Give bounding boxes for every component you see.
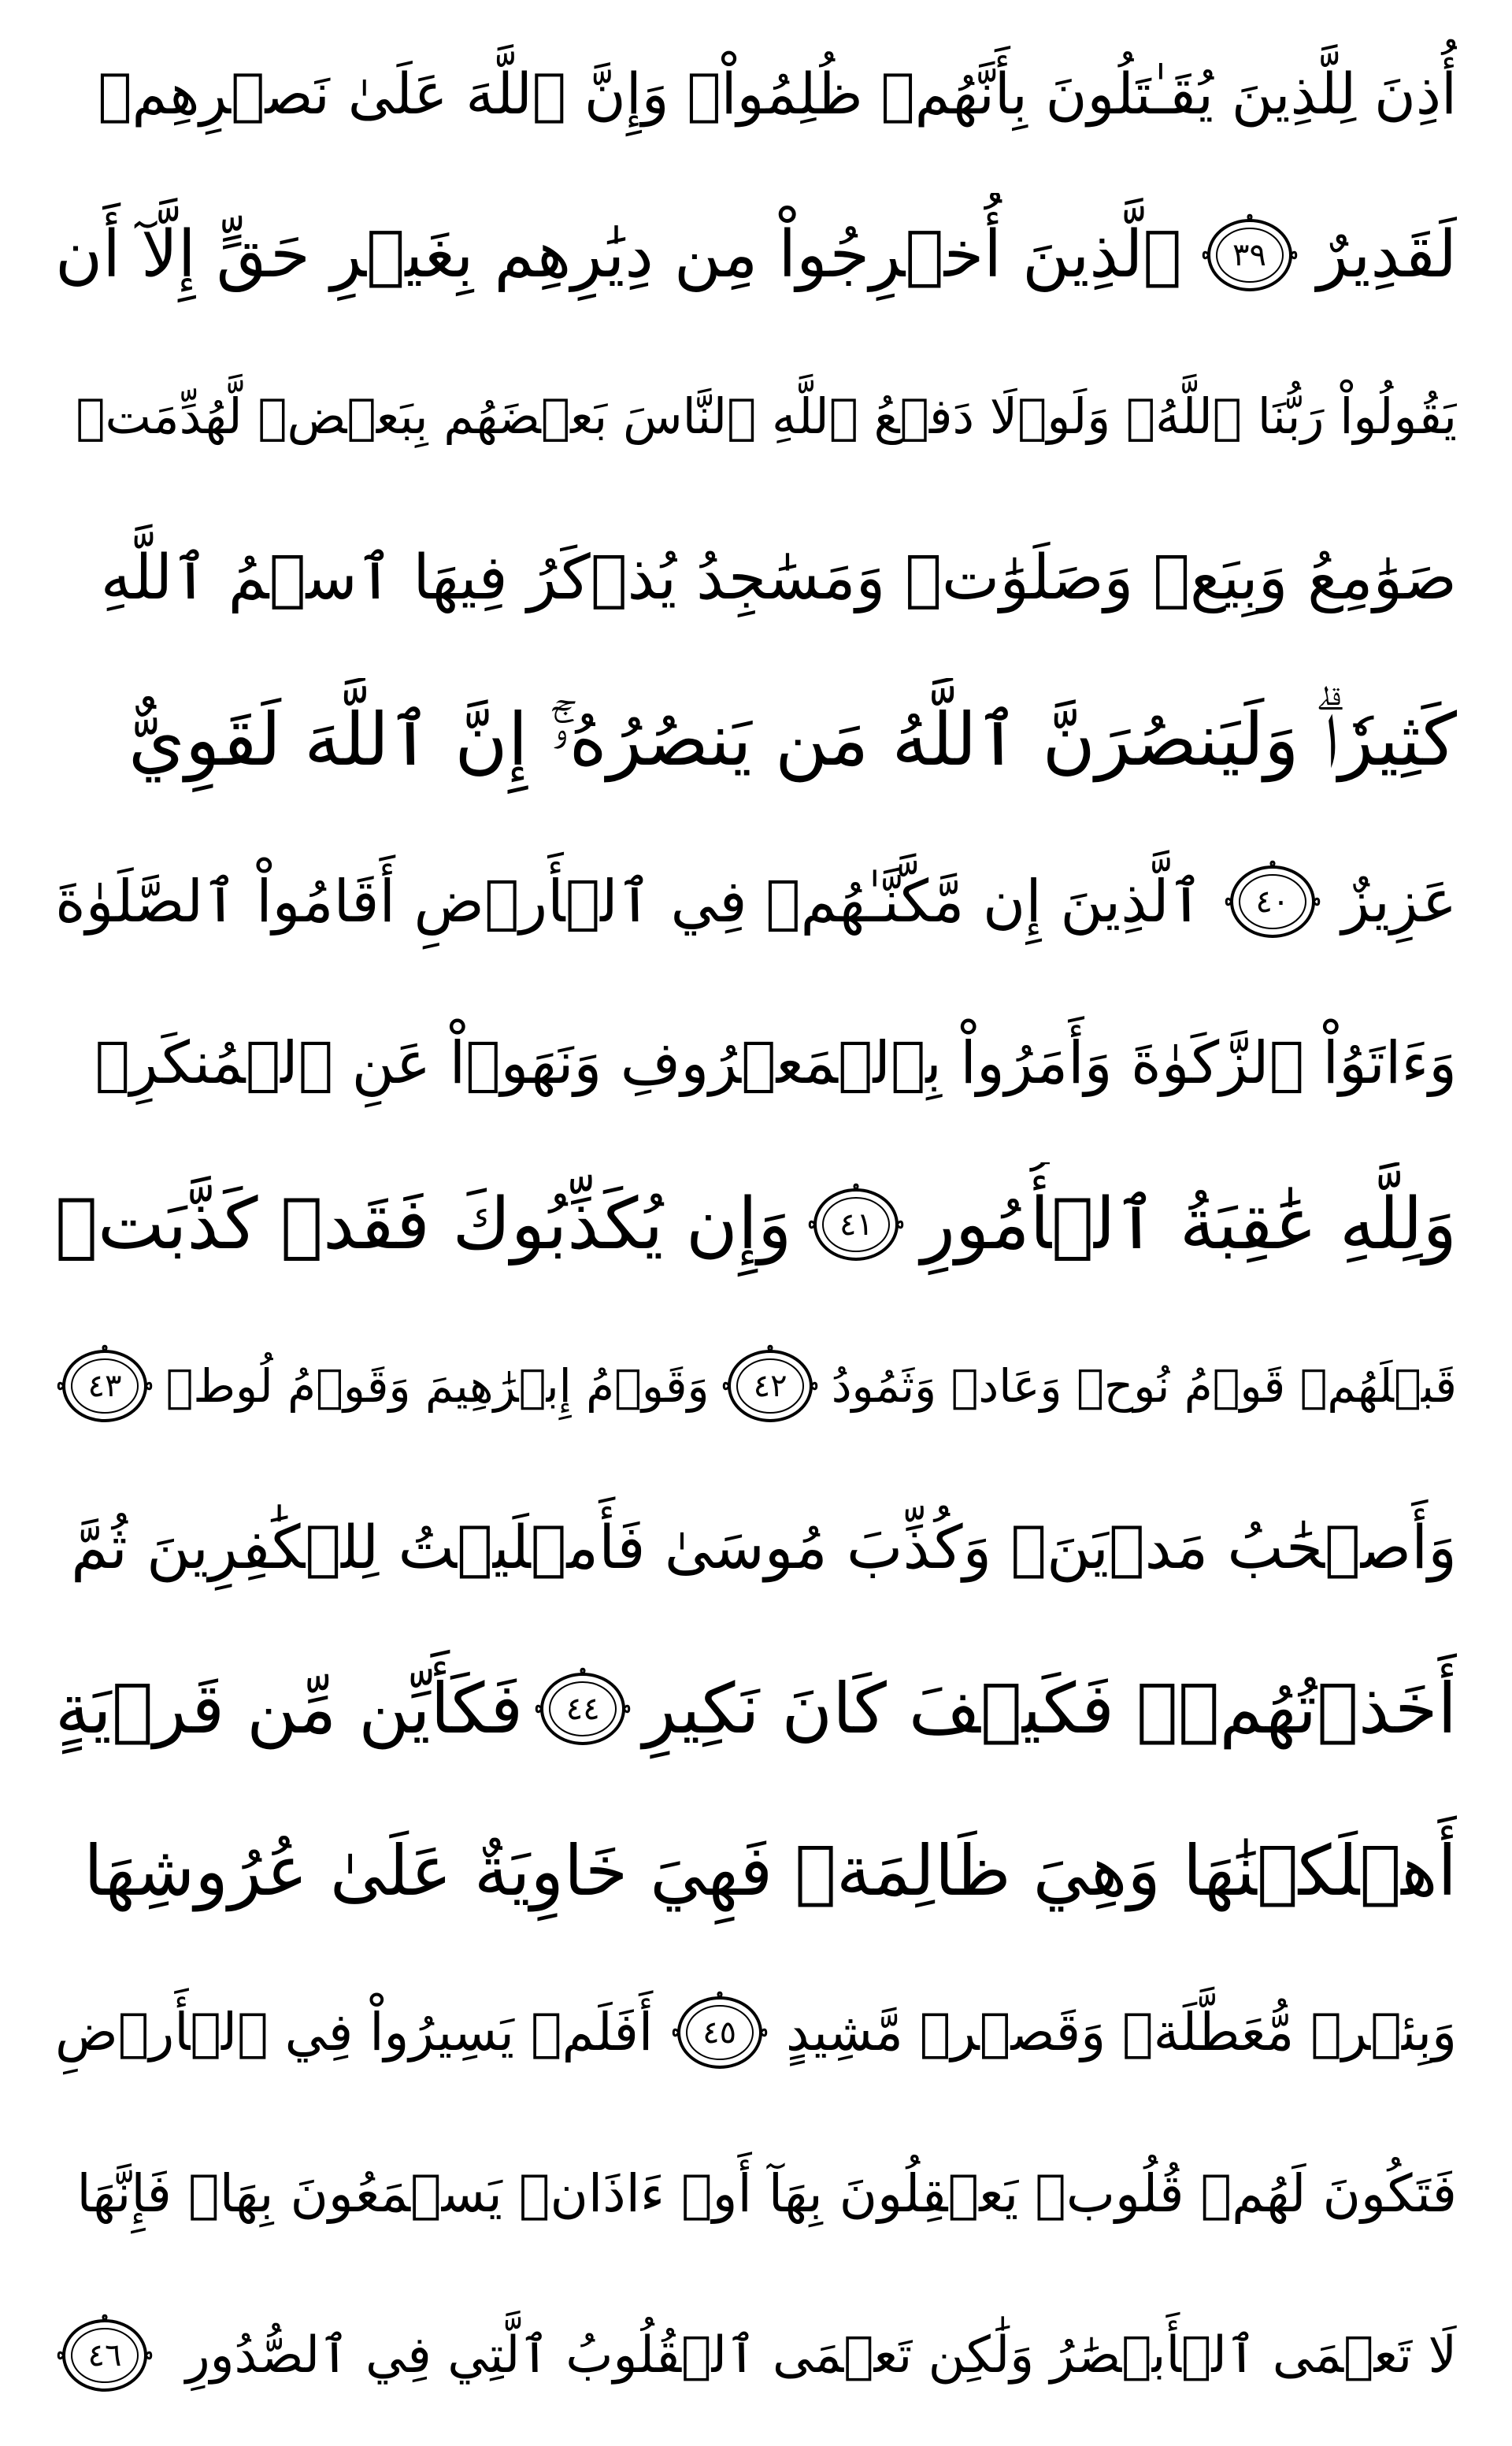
- verse-line: [55, 1001, 1457, 1125]
- verse-text: وَلِلَّهِ عَٰقِبَةُ ٱلۡأُمُورِ: [921, 1182, 1457, 1266]
- ayah-number-marker: [55, 2314, 154, 2397]
- verse-text: أُذِنَ لِلَّذِينَ يُقَـٰتَلُونَ بِأَنَّهُمۡ ظُلِمُواْۚ وَإِنَّ ٱللَّهَ عَلَىٰ نَصۡرِهِمۡ: [98, 61, 1457, 127]
- verse-text: وَبِئۡرٖ مُّعَطَّلَةٖ وَقَصۡرٖ مَّشِيدٍ: [786, 2001, 1457, 2062]
- verse-text: وَأَصۡحَٰبُ مَدۡيَنَۖ وَكُذِّبَ مُوسَىٰ فَأَمۡلَيۡتُ لِلۡكَٰفِرِينَ ثُمَّ: [71, 1512, 1457, 1583]
- ayah-number: ٣٩: [1232, 237, 1267, 274]
- verse-text: لَا تَعۡمَى ٱلۡأَبۡصَٰرُ وَلَٰكِن تَعۡمَى ٱلۡقُلُوبُ ٱلَّتِي فِي ٱلصُّدُورِ: [185, 2326, 1457, 2385]
- mushaf-page: [55, 32, 1457, 2418]
- verse-line: [55, 839, 1457, 964]
- verse-line: [55, 1647, 1457, 1771]
- verse-text: وَقَوۡمُ إِبۡرَٰهِيمَ وَقَوۡمُ لُوطٖ: [165, 1359, 710, 1414]
- verse-line: [55, 1485, 1457, 1610]
- verse-line: [55, 516, 1457, 640]
- verse-text: وَإِن يُكَذِّبُوكَ فَقَدۡ كَذَّبَتۡ: [55, 1182, 792, 1266]
- verse-text: ٱلَّذِينَ أُخۡرِجُواْ مِن دِيَٰرِهِم بِغَيۡرِ حَقٍّ إِلَّآ أَن: [55, 217, 1182, 293]
- verse-text: كَثِيرٗاۗ وَلَيَنصُرَنَّ ٱللَّهُ مَن يَنصُرُهُۥٓۚ إِنَّ ٱللَّهَ لَقَوِيٌّ: [128, 697, 1457, 782]
- verse-line: [55, 193, 1457, 317]
- verse-text: صَوَٰمِعُ وَبِيَعٞ وَصَلَوَٰتٞ وَمَسَٰجِدُ يُذۡكَرُ فِيهَا ٱسۡمُ ٱللَّهِ: [100, 543, 1457, 614]
- verse-line: [55, 32, 1457, 156]
- verse-text: ٱلَّذِينَ إِن مَّكَّنَّـٰهُمۡ فِي ٱلۡأَرۡضِ أَقَامُواْ ٱلصَّلَوٰةَ: [55, 867, 1204, 936]
- ayah-number-marker: [1200, 213, 1299, 297]
- verse-text: وَءَاتَوُاْ ٱلزَّكَوٰةَ وَأَمَرُواْ بِٱلۡمَعۡرُوفِ وَنَهَوۡاْ عَنِ ٱلۡمُنكَرِۗ: [94, 1028, 1457, 1097]
- ayah-number-marker: [533, 1667, 632, 1751]
- verse-text: عَزِيزٌ: [1341, 867, 1457, 936]
- verse-text: أَخَذۡتُهُمۡۖ فَكَيۡفَ كَانَ نَكِيرِ: [643, 1668, 1457, 1750]
- ayah-number: ٤٠: [1255, 883, 1290, 920]
- verse-text: يَقُولُواْ رَبُّنَا ٱللَّهُۗ وَلَوۡلَا دَفۡعُ ٱللَّهِ ٱلنَّاسَ بَعۡضَهُم بِبَعۡضٖ لَّهُدِّمَتۡ: [76, 387, 1457, 446]
- verse-line: [55, 354, 1457, 479]
- verse-line: [55, 1324, 1457, 1448]
- verse-line: [55, 2293, 1457, 2418]
- verse-line: [55, 1162, 1457, 1287]
- ayah-number-marker: [1223, 860, 1322, 943]
- ayah-number-marker: [721, 1344, 820, 1428]
- ayah-number: ٤٥: [702, 2014, 737, 2051]
- verse-line: [55, 678, 1457, 802]
- ayah-number-marker: [806, 1183, 906, 1266]
- ayah-number-marker: [55, 1344, 154, 1428]
- ayah-number: ٤٣: [87, 1368, 122, 1405]
- ayah-number: ٤١: [839, 1206, 873, 1243]
- verse-text: أَفَلَمۡ يَسِيرُواْ فِي ٱلۡأَرۡضِ: [55, 2001, 654, 2062]
- verse-line: [55, 2132, 1457, 2256]
- ayah-number: ٤٦: [87, 2337, 122, 2374]
- verse-text: لَقَدِيرٌ: [1317, 217, 1457, 293]
- verse-line: [55, 1809, 1457, 1933]
- ayah-number: ٤٢: [753, 1368, 788, 1405]
- verse-text: فَتَكُونَ لَهُمۡ قُلُوبٞ يَعۡقِلُونَ بِهَآ أَوۡ ءَاذَانٞ يَسۡمَعُونَ بِهَاۖ فَإِنَّهَا: [76, 2162, 1457, 2224]
- verse-text: أَهۡلَكۡنَٰهَا وَهِيَ ظَالِمَةٞ فَهِيَ خَاوِيَةٌ عَلَىٰ عُرُوشِهَا: [83, 1829, 1457, 1911]
- ayah-number-marker: [670, 1991, 769, 2074]
- ayah-number: ٤٤: [565, 1691, 600, 1728]
- verse-text: قَبۡلَهُمۡ قَوۡمُ نُوحٖ وَعَادٞ وَثَمُودُ: [831, 1359, 1457, 1414]
- verse-line: [55, 1970, 1457, 2095]
- verse-text: فَكَأَيِّن مِّن قَرۡيَةٍ: [55, 1668, 524, 1750]
